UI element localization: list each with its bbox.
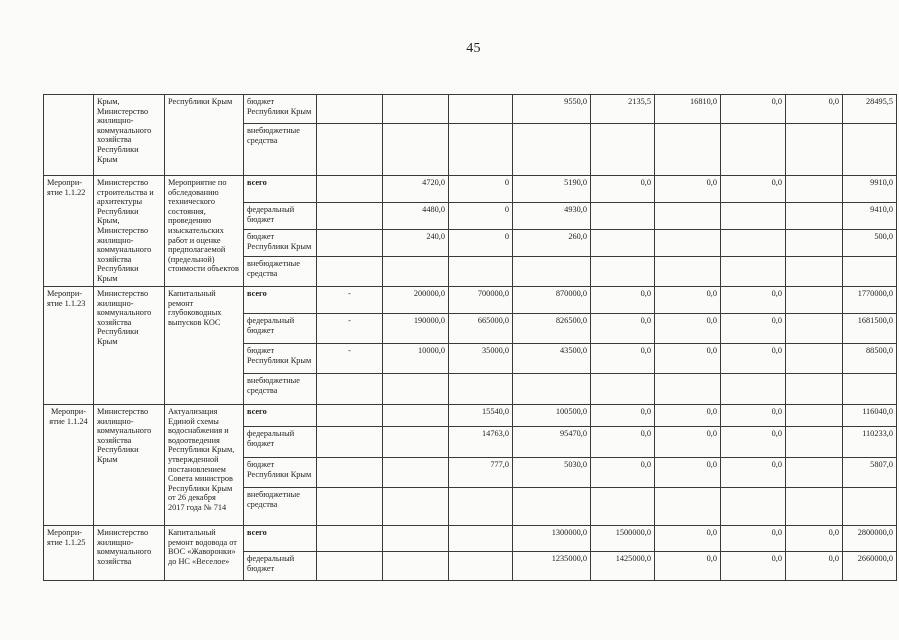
- total-value-cell: 116040,0: [843, 405, 897, 427]
- funding-source-cell: федеральный бюджет: [244, 552, 317, 581]
- value-cell: 0,0: [721, 314, 786, 344]
- value-cell: 0,0: [591, 427, 655, 458]
- total-value-cell: 1681500,0: [843, 314, 897, 344]
- funding-source-cell: всего: [244, 176, 317, 203]
- value-cell: [317, 257, 383, 287]
- value-cell: 0,0: [721, 95, 786, 124]
- value-cell: 0,0: [721, 344, 786, 374]
- value-cell: 0,0: [591, 458, 655, 488]
- value-cell: [317, 458, 383, 488]
- value-cell: [721, 230, 786, 257]
- value-cell: [786, 176, 843, 203]
- total-value-cell: [843, 488, 897, 526]
- executor-cell: Министерство жилищно- коммунального хозяйства Республики Крым: [94, 405, 165, 526]
- value-cell: [655, 374, 721, 405]
- value-cell: [449, 552, 513, 581]
- value-cell: [655, 203, 721, 230]
- value-cell: 0,0: [591, 176, 655, 203]
- value-cell: 777,0: [449, 458, 513, 488]
- value-cell: [513, 488, 591, 526]
- funding-source-cell: внебюджетные средства: [244, 257, 317, 287]
- table-row: [44, 405, 897, 427]
- measure-cell: Меропри- ятие 1.1.23: [44, 287, 94, 405]
- value-cell: [721, 488, 786, 526]
- total-value-cell: 9910,0: [843, 176, 897, 203]
- value-cell: 0,0: [655, 405, 721, 427]
- total-value-cell: 88500,0: [843, 344, 897, 374]
- value-cell: [591, 374, 655, 405]
- executor-cell: Министерство строительства и архитектуры Республики Крым, Министерство жилищно- коммунального хозяйства Республики Крым: [94, 176, 165, 287]
- value-cell: 0,0: [655, 176, 721, 203]
- funding-source-cell: федеральный бюджет: [244, 203, 317, 230]
- value-cell: 35000,0: [449, 344, 513, 374]
- value-cell: 5190,0: [513, 176, 591, 203]
- value-cell: 826500,0: [513, 314, 591, 344]
- value-cell: [786, 488, 843, 526]
- value-cell: [383, 124, 449, 176]
- value-cell: [449, 257, 513, 287]
- value-cell: 2135,5: [591, 95, 655, 124]
- description-cell: Капитальный ремонт глубоководных выпусков КОС: [165, 287, 244, 405]
- value-cell: 1500000,0: [591, 526, 655, 552]
- value-cell: [317, 176, 383, 203]
- funding-source-cell: всего: [244, 287, 317, 314]
- funding-source-cell: внебюджетные средства: [244, 124, 317, 176]
- value-cell: [383, 526, 449, 552]
- table-row: [44, 526, 897, 552]
- funding-source-cell: бюджет Республики Крым: [244, 95, 317, 124]
- value-cell: [317, 552, 383, 581]
- description-cell: Мероприятие по обследованию технического состояния, проведению изыскательских работ и оценке предполагаемой (предельной) стоимости объектов: [165, 176, 244, 287]
- executor-cell: Министерство жилищно- коммунального хозяйства: [94, 526, 165, 581]
- value-cell: 0,0: [591, 405, 655, 427]
- value-cell: 0,0: [655, 458, 721, 488]
- value-cell: [786, 230, 843, 257]
- value-cell: 200000,0: [383, 287, 449, 314]
- value-cell: [513, 374, 591, 405]
- value-cell: 5030,0: [513, 458, 591, 488]
- total-value-cell: 9410,0: [843, 203, 897, 230]
- value-cell: [449, 95, 513, 124]
- value-cell: -: [317, 287, 383, 314]
- value-cell: 1235000,0: [513, 552, 591, 581]
- value-cell: 190000,0: [383, 314, 449, 344]
- value-cell: 0,0: [655, 287, 721, 314]
- value-cell: 0: [449, 230, 513, 257]
- value-cell: 0,0: [721, 552, 786, 581]
- value-cell: [591, 124, 655, 176]
- measure-cell: [44, 95, 94, 176]
- value-cell: 0: [449, 203, 513, 230]
- funding-source-cell: всего: [244, 405, 317, 427]
- value-cell: [383, 488, 449, 526]
- value-cell: 0,0: [591, 344, 655, 374]
- value-cell: [786, 427, 843, 458]
- measure-cell: Меропри- ятие 1.1.22: [44, 176, 94, 287]
- value-cell: [591, 230, 655, 257]
- value-cell: 4720,0: [383, 176, 449, 203]
- total-value-cell: 2800000,0: [843, 526, 897, 552]
- value-cell: [655, 124, 721, 176]
- measure-cell: Меропри- ятие 1.1.24: [44, 405, 94, 526]
- funding-source-cell: федеральный бюджет: [244, 314, 317, 344]
- value-cell: 0,0: [721, 458, 786, 488]
- value-cell: [721, 203, 786, 230]
- value-cell: 0,0: [786, 95, 843, 124]
- value-cell: [449, 124, 513, 176]
- value-cell: 0,0: [591, 314, 655, 344]
- funding-source-cell: бюджет Республики Крым: [244, 344, 317, 374]
- value-cell: [317, 374, 383, 405]
- value-cell: [317, 95, 383, 124]
- executor-cell: Министерство жилищно- коммунального хозяйства Республики Крым: [94, 287, 165, 405]
- value-cell: [655, 230, 721, 257]
- funding-source-cell: внебюджетные средства: [244, 374, 317, 405]
- total-value-cell: 28495,5: [843, 95, 897, 124]
- total-value-cell: 1770000,0: [843, 287, 897, 314]
- value-cell: [655, 257, 721, 287]
- description-cell: Республики Крым: [165, 95, 244, 176]
- value-cell: 0,0: [591, 287, 655, 314]
- value-cell: [449, 488, 513, 526]
- value-cell: [786, 203, 843, 230]
- table-row: [44, 287, 897, 314]
- value-cell: 43500,0: [513, 344, 591, 374]
- value-cell: 100500,0: [513, 405, 591, 427]
- value-cell: [786, 458, 843, 488]
- value-cell: 14763,0: [449, 427, 513, 458]
- budget-table-body: [44, 95, 897, 581]
- value-cell: [655, 488, 721, 526]
- value-cell: 0,0: [721, 405, 786, 427]
- table-row: [44, 95, 897, 124]
- value-cell: 0,0: [786, 526, 843, 552]
- value-cell: 700000,0: [449, 287, 513, 314]
- funding-source-cell: бюджет Республики Крым: [244, 230, 317, 257]
- budget-table: [43, 94, 897, 581]
- value-cell: [383, 95, 449, 124]
- value-cell: [786, 287, 843, 314]
- value-cell: 15540,0: [449, 405, 513, 427]
- value-cell: 1425000,0: [591, 552, 655, 581]
- value-cell: [317, 526, 383, 552]
- value-cell: 0,0: [786, 552, 843, 581]
- total-value-cell: 500,0: [843, 230, 897, 257]
- page-number: 45: [466, 41, 481, 56]
- value-cell: 870000,0: [513, 287, 591, 314]
- value-cell: [721, 124, 786, 176]
- value-cell: [786, 314, 843, 344]
- value-cell: 0,0: [721, 526, 786, 552]
- total-value-cell: 5807,0: [843, 458, 897, 488]
- value-cell: 0,0: [721, 176, 786, 203]
- value-cell: -: [317, 314, 383, 344]
- value-cell: 0,0: [655, 344, 721, 374]
- description-cell: Актуализация Единой схемы водоснабжения и водоотведения Республики Крым, утвержденной постановлением Совета министров Республики Крым от 26 декабря 2017 года № 714: [165, 405, 244, 526]
- total-value-cell: [843, 257, 897, 287]
- total-value-cell: 2660000,0: [843, 552, 897, 581]
- value-cell: [449, 374, 513, 405]
- value-cell: 10000,0: [383, 344, 449, 374]
- value-cell: [786, 257, 843, 287]
- value-cell: 9550,0: [513, 95, 591, 124]
- funding-source-cell: федеральный бюджет: [244, 427, 317, 458]
- total-value-cell: 110233,0: [843, 427, 897, 458]
- executor-cell: Крым, Министерство жилищно- коммунального хозяйства Республики Крым: [94, 95, 165, 176]
- funding-source-cell: внебюджетные средства: [244, 488, 317, 526]
- value-cell: [513, 257, 591, 287]
- value-cell: 1300000,0: [513, 526, 591, 552]
- value-cell: 260,0: [513, 230, 591, 257]
- total-value-cell: [843, 374, 897, 405]
- value-cell: 0,0: [655, 314, 721, 344]
- value-cell: 95470,0: [513, 427, 591, 458]
- value-cell: [317, 405, 383, 427]
- value-cell: 0,0: [655, 526, 721, 552]
- value-cell: 665000,0: [449, 314, 513, 344]
- value-cell: [317, 488, 383, 526]
- value-cell: 16810,0: [655, 95, 721, 124]
- value-cell: 0,0: [655, 552, 721, 581]
- measure-cell: Меропри- ятие 1.1.25: [44, 526, 94, 581]
- value-cell: [317, 427, 383, 458]
- value-cell: [383, 427, 449, 458]
- value-cell: [591, 257, 655, 287]
- value-cell: 0,0: [721, 427, 786, 458]
- funding-source-cell: бюджет Республики Крым: [244, 458, 317, 488]
- description-cell: Капитальный ремонт водовода от ВОС «Жаворонки» до НС «Веселое»: [165, 526, 244, 581]
- value-cell: [383, 257, 449, 287]
- value-cell: [786, 124, 843, 176]
- value-cell: [591, 203, 655, 230]
- value-cell: -: [317, 344, 383, 374]
- funding-source-cell: всего: [244, 526, 317, 552]
- value-cell: 0: [449, 176, 513, 203]
- value-cell: 0,0: [721, 287, 786, 314]
- value-cell: 240,0: [383, 230, 449, 257]
- value-cell: [383, 458, 449, 488]
- value-cell: [786, 405, 843, 427]
- value-cell: [786, 344, 843, 374]
- value-cell: [786, 374, 843, 405]
- table-row: [44, 176, 897, 203]
- value-cell: [383, 405, 449, 427]
- value-cell: [383, 552, 449, 581]
- value-cell: [383, 374, 449, 405]
- value-cell: [317, 230, 383, 257]
- value-cell: [721, 257, 786, 287]
- total-value-cell: [843, 124, 897, 176]
- value-cell: [513, 124, 591, 176]
- value-cell: [317, 124, 383, 176]
- value-cell: 0,0: [655, 427, 721, 458]
- value-cell: [721, 374, 786, 405]
- value-cell: [449, 526, 513, 552]
- value-cell: 4930,0: [513, 203, 591, 230]
- value-cell: [317, 203, 383, 230]
- value-cell: 4480,0: [383, 203, 449, 230]
- value-cell: [591, 488, 655, 526]
